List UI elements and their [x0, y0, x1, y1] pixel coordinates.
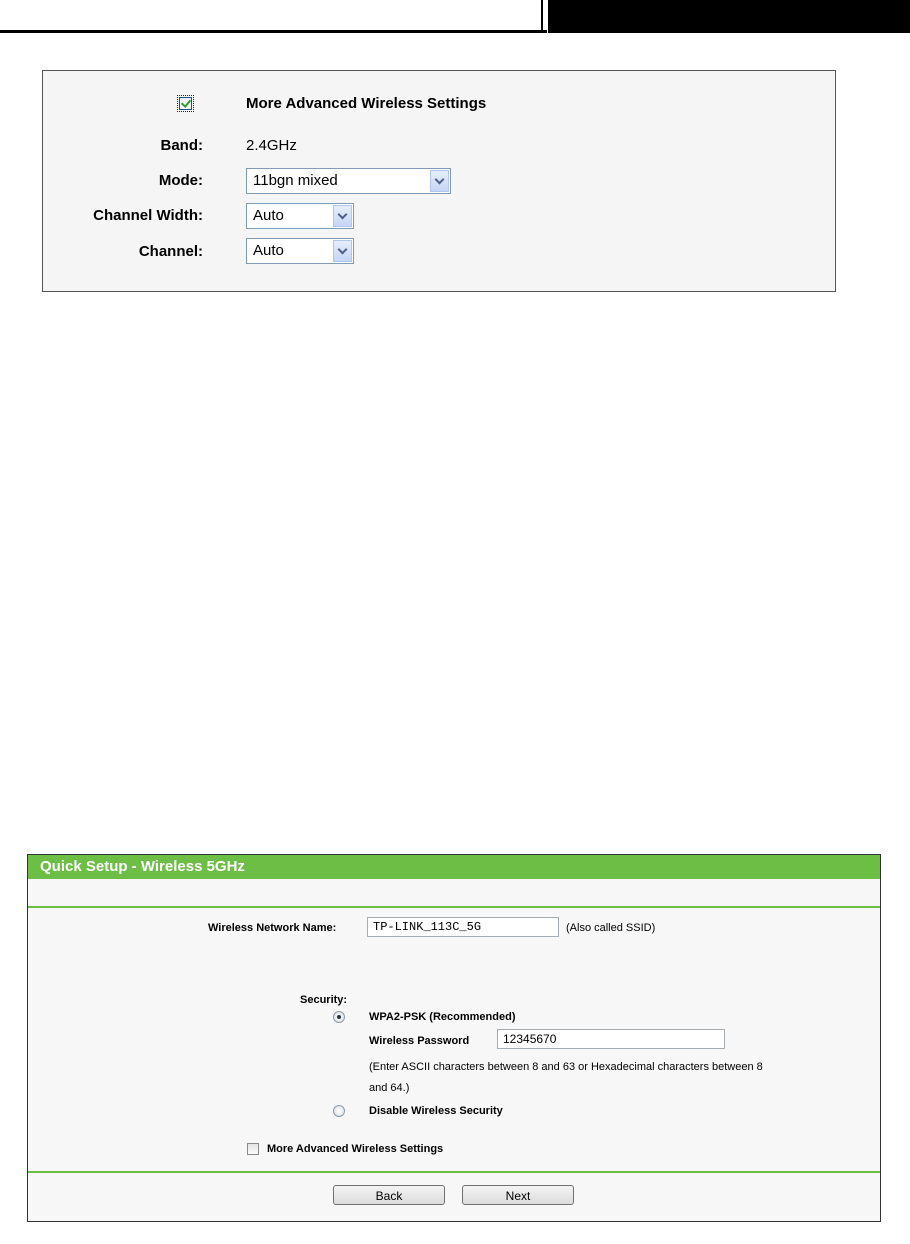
- password-label: Wireless Password: [369, 1035, 470, 1047]
- disable-security-radio[interactable]: [333, 1105, 345, 1117]
- channel-label: Channel:: [138, 243, 203, 260]
- top-divider: [28, 906, 880, 908]
- wpa2-label: WPA2-PSK (Recommended): [369, 1011, 516, 1023]
- chevron-down-icon[interactable]: [333, 240, 352, 262]
- channel-width-select[interactable]: [246, 203, 354, 229]
- more-advanced-settings-checkbox-5g[interactable]: [247, 1143, 259, 1155]
- bottom-divider: [28, 1171, 880, 1173]
- header-separator: [541, 0, 543, 33]
- mode-select[interactable]: [246, 168, 451, 194]
- channel-select[interactable]: [246, 238, 354, 264]
- mode-select-value: 11bgn mixed: [253, 172, 338, 189]
- network-name-input[interactable]: TP-LINK_113C_5G: [367, 917, 559, 937]
- band-label: Band:: [160, 137, 203, 154]
- header-rule: [0, 30, 547, 33]
- next-button[interactable]: Next: [462, 1185, 574, 1205]
- more-advanced-settings-label-5g: More Advanced Wireless Settings: [267, 1143, 444, 1155]
- password-hint-line1: (Enter ASCII characters between 8 and 63 or Hexadecimal characters between 8: [369, 1061, 763, 1073]
- more-advanced-settings-checkbox[interactable]: [177, 95, 194, 112]
- wpa2-radio[interactable]: [333, 1011, 345, 1023]
- header-bar: [548, 0, 910, 33]
- back-button[interactable]: Back: [333, 1185, 445, 1205]
- checkmark-icon: [179, 97, 192, 110]
- password-input[interactable]: 12345670: [497, 1029, 725, 1049]
- disable-security-label: Disable Wireless Security: [369, 1105, 503, 1117]
- channel-width-label: Channel Width:: [93, 207, 203, 224]
- quick-setup-panel: [27, 854, 881, 1222]
- channel-width-select-value: Auto: [253, 207, 284, 224]
- more-advanced-settings-label: More Advanced Wireless Settings: [246, 95, 487, 112]
- chevron-down-icon[interactable]: [430, 170, 449, 192]
- channel-select-value: Auto: [253, 242, 284, 259]
- panel-title: Quick Setup - Wireless 5GHz: [28, 855, 880, 879]
- security-label: Security:: [300, 994, 348, 1006]
- advanced-settings-panel: [42, 70, 836, 292]
- mode-label: Mode:: [158, 172, 203, 189]
- band-value: 2.4GHz: [246, 137, 297, 154]
- network-name-label: Wireless Network Name:: [208, 922, 337, 934]
- password-hint-line2: and 64.): [369, 1082, 410, 1094]
- ssid-hint: (Also called SSID): [566, 922, 656, 934]
- chevron-down-icon[interactable]: [333, 205, 352, 227]
